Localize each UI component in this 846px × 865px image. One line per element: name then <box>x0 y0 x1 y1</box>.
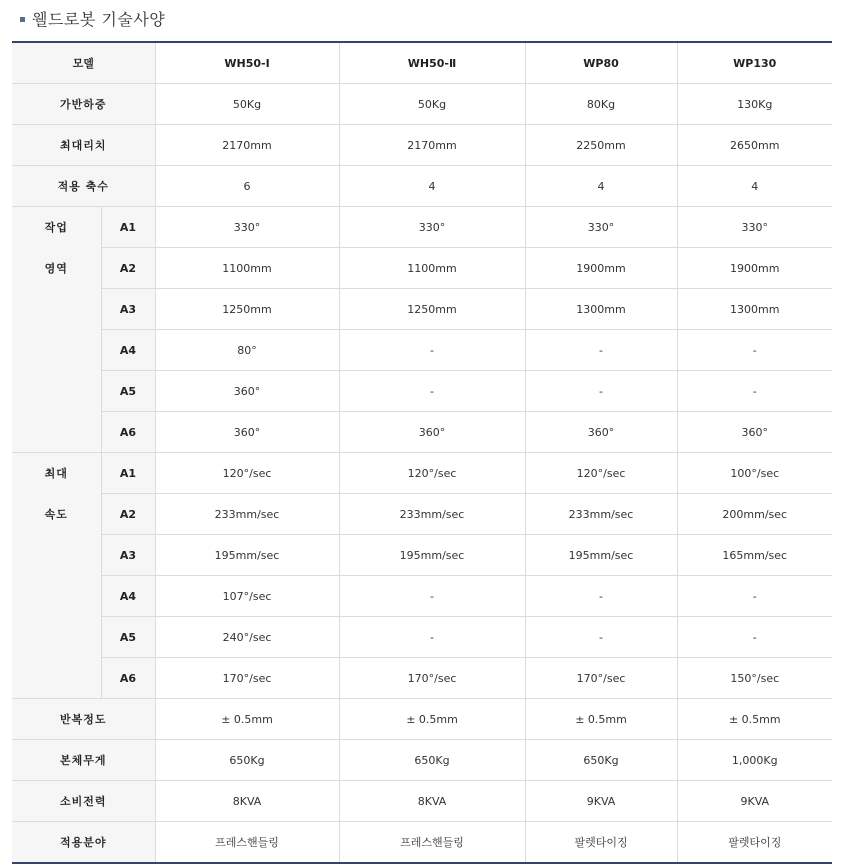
table-cell: 650Kg <box>339 740 525 781</box>
table-row <box>12 125 832 166</box>
row-label: 본체무게 <box>12 740 155 781</box>
table-cell: 8KVA <box>339 781 525 822</box>
page-header <box>20 6 165 30</box>
table-header-row <box>12 42 832 84</box>
spec-table <box>12 41 832 864</box>
table-cell: - <box>339 330 525 371</box>
table-cell: 120°/sec <box>525 453 677 494</box>
table-row <box>12 84 832 125</box>
table-cell: ± 0.5mm <box>677 699 832 740</box>
table-cell: 1100mm <box>155 248 339 289</box>
table-cell: 150°/sec <box>677 658 832 699</box>
group-label-empty <box>12 576 101 617</box>
table-row <box>12 576 832 617</box>
table-row <box>12 699 832 740</box>
table-cell: 120°/sec <box>339 453 525 494</box>
table-row <box>12 535 832 576</box>
table-cell: 233mm/sec <box>155 494 339 535</box>
table-cell: 360° <box>155 412 339 453</box>
axis-label: A6 <box>101 412 155 453</box>
table-cell: 9KVA <box>677 781 832 822</box>
row-label: 소비전력 <box>12 781 155 822</box>
table-cell: 8KVA <box>155 781 339 822</box>
group-label-empty <box>12 658 101 699</box>
table-cell: 1900mm <box>677 248 832 289</box>
table-cell: 195mm/sec <box>525 535 677 576</box>
table-row <box>12 289 832 330</box>
row-label: 반복정도 <box>12 699 155 740</box>
table-cell: 4 <box>339 166 525 207</box>
table-cell: 1300mm <box>677 289 832 330</box>
table-cell: - <box>525 617 677 658</box>
group-label-empty <box>12 330 101 371</box>
table-cell: 팔렛타이징 <box>677 822 832 864</box>
table-row <box>12 166 832 207</box>
table-cell: 120°/sec <box>155 453 339 494</box>
table-cell: 650Kg <box>525 740 677 781</box>
table-cell: 195mm/sec <box>339 535 525 576</box>
table-cell: 107°/sec <box>155 576 339 617</box>
table-cell: 330° <box>155 207 339 248</box>
table-cell: - <box>677 371 832 412</box>
table-cell: - <box>339 617 525 658</box>
table-row <box>12 822 832 864</box>
axis-label: A2 <box>101 494 155 535</box>
table-cell: 1250mm <box>339 289 525 330</box>
table-cell: 100°/sec <box>677 453 832 494</box>
axis-label: A2 <box>101 248 155 289</box>
table-row <box>12 781 832 822</box>
table-cell: 165mm/sec <box>677 535 832 576</box>
table-cell: 195mm/sec <box>155 535 339 576</box>
table-row <box>12 371 832 412</box>
table-cell: 프레스핸들링 <box>155 822 339 864</box>
group-label-speed-2: 속도 <box>12 494 101 535</box>
table-cell: 330° <box>525 207 677 248</box>
table-cell: 233mm/sec <box>525 494 677 535</box>
header-model: 모델 <box>12 42 155 84</box>
table-cell: 1900mm <box>525 248 677 289</box>
header-col: WH50-Ⅰ <box>155 42 339 84</box>
table-cell: ± 0.5mm <box>339 699 525 740</box>
table-cell: 4 <box>525 166 677 207</box>
table-row <box>12 248 832 289</box>
bullet-icon <box>20 17 25 22</box>
table-cell: ± 0.5mm <box>525 699 677 740</box>
table-cell: - <box>677 576 832 617</box>
table-cell: 170°/sec <box>155 658 339 699</box>
axis-label: A5 <box>101 371 155 412</box>
table-cell: - <box>677 330 832 371</box>
table-row <box>12 658 832 699</box>
row-label: 적용분야 <box>12 822 155 864</box>
group-label-empty <box>12 289 101 330</box>
table-cell: 1250mm <box>155 289 339 330</box>
table-row <box>12 453 832 494</box>
table-cell: 240°/sec <box>155 617 339 658</box>
table-cell: 170°/sec <box>525 658 677 699</box>
table-cell: - <box>525 330 677 371</box>
table-cell: 2250mm <box>525 125 677 166</box>
table-cell: 1,000Kg <box>677 740 832 781</box>
header-col: WH50-Ⅱ <box>339 42 525 84</box>
header-col: WP80 <box>525 42 677 84</box>
group-label-range-1: 작업 <box>12 207 101 248</box>
group-label-empty <box>12 617 101 658</box>
table-cell: 팔렛타이징 <box>525 822 677 864</box>
table-cell: 2170mm <box>339 125 525 166</box>
table-cell: - <box>339 576 525 617</box>
table-cell: 360° <box>677 412 832 453</box>
axis-label: A5 <box>101 617 155 658</box>
row-label: 적용 축수 <box>12 166 155 207</box>
table-cell: 50Kg <box>339 84 525 125</box>
table-cell: 50Kg <box>155 84 339 125</box>
table-cell: 330° <box>677 207 832 248</box>
header-col: WP130 <box>677 42 832 84</box>
table-cell: 650Kg <box>155 740 339 781</box>
row-label: 최대리치 <box>12 125 155 166</box>
axis-label: A3 <box>101 289 155 330</box>
axis-label: A1 <box>101 453 155 494</box>
axis-label: A6 <box>101 658 155 699</box>
table-cell: 2170mm <box>155 125 339 166</box>
table-row <box>12 330 832 371</box>
table-cell: 80° <box>155 330 339 371</box>
table-row <box>12 617 832 658</box>
table-cell: 4 <box>677 166 832 207</box>
axis-label: A1 <box>101 207 155 248</box>
table-cell: 170°/sec <box>339 658 525 699</box>
table-cell: 80Kg <box>525 84 677 125</box>
table-cell: - <box>677 617 832 658</box>
group-label-empty <box>12 371 101 412</box>
table-cell: 330° <box>339 207 525 248</box>
axis-label: A4 <box>101 330 155 371</box>
axis-label: A3 <box>101 535 155 576</box>
table-cell: 360° <box>339 412 525 453</box>
table-cell: 1300mm <box>525 289 677 330</box>
table-cell: 130Kg <box>677 84 832 125</box>
table-cell: 360° <box>155 371 339 412</box>
table-cell: - <box>525 576 677 617</box>
table-cell: 9KVA <box>525 781 677 822</box>
table-cell: 233mm/sec <box>339 494 525 535</box>
table-row <box>12 494 832 535</box>
page-title: 웰드로봇 기술사양 <box>32 9 166 29</box>
table-cell: 프레스핸들링 <box>339 822 525 864</box>
group-label-empty <box>12 412 101 453</box>
group-label-empty <box>12 535 101 576</box>
table-cell: 2650mm <box>677 125 832 166</box>
table-cell: - <box>525 371 677 412</box>
group-label-speed-1: 최대 <box>12 453 101 494</box>
table-row <box>12 412 832 453</box>
axis-label: A4 <box>101 576 155 617</box>
table-cell: - <box>339 371 525 412</box>
table-cell: 1100mm <box>339 248 525 289</box>
table-cell: 360° <box>525 412 677 453</box>
table-row <box>12 740 832 781</box>
table-cell: 6 <box>155 166 339 207</box>
table-row <box>12 207 832 248</box>
row-label: 가반하중 <box>12 84 155 125</box>
group-label-range-2: 영역 <box>12 248 101 289</box>
table-cell: 200mm/sec <box>677 494 832 535</box>
table-cell: ± 0.5mm <box>155 699 339 740</box>
